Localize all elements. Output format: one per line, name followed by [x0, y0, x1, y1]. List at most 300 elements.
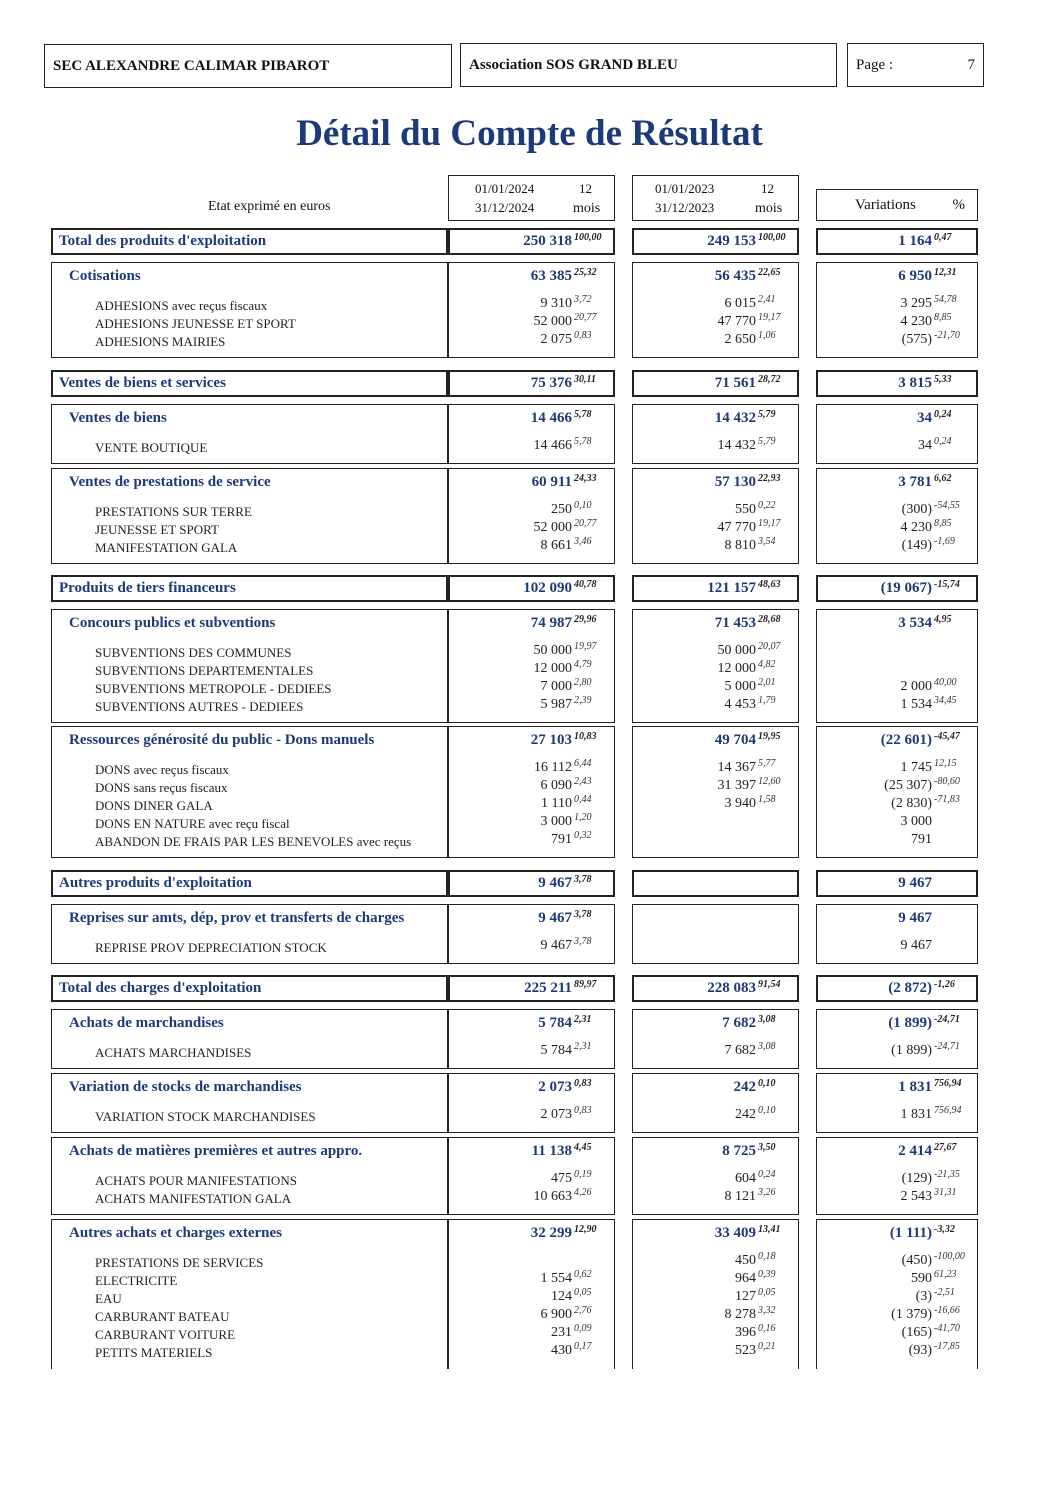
row-label: ADHESIONS JEUNESSE ET SPORT	[95, 316, 296, 331]
section-group	[0, 468, 1059, 564]
unit-note: Etat exprimé en euros	[208, 199, 331, 214]
section-value-3: 9 467	[898, 910, 932, 926]
section-percent-1: 4,45	[574, 1142, 592, 1153]
row-value-2: 7 682	[724, 1043, 756, 1058]
row-value-2: 127	[735, 1289, 756, 1304]
row-label: DONS sans reçus fiscaux	[95, 780, 228, 795]
row-value-1: 250	[551, 502, 572, 517]
page-label: Page :	[856, 56, 894, 73]
section-label: Cotisations	[69, 268, 141, 284]
section-percent-2: 100,00	[758, 232, 786, 243]
row-percent-3: -24,71	[934, 1041, 960, 1052]
section-total	[0, 975, 1059, 1002]
section-percent-1: 2,31	[574, 1014, 592, 1025]
row-percent-1: 2,39	[574, 695, 592, 706]
row-percent-2: 0,24	[758, 1169, 776, 1180]
row-percent-2: 5,77	[758, 758, 776, 769]
row-percent-3: -41,70	[934, 1323, 960, 1334]
row-percent-2: 1,79	[758, 695, 776, 706]
row-value-3: (129)	[901, 1171, 932, 1186]
row-percent-1: 3,46	[574, 536, 592, 547]
section-group	[0, 609, 1059, 723]
row-value-2: 396	[735, 1325, 756, 1340]
section-value-1: 75 376	[530, 375, 572, 391]
section-value-2: 57 130	[714, 474, 756, 490]
section-value-1: 9 467	[538, 910, 572, 926]
row-percent-2: 3,26	[758, 1187, 776, 1198]
section-percent-2: 3,08	[758, 1014, 776, 1025]
row-percent-2: 4,82	[758, 659, 776, 670]
row-value-3: 1 745	[900, 760, 932, 775]
row-percent-1: 3,72	[574, 294, 592, 305]
row-value-2: 550	[735, 502, 756, 517]
row-value-1: 50 000	[533, 643, 572, 658]
row-percent-3: 756,94	[934, 1105, 962, 1116]
row-label: ABANDON DE FRAIS PAR LES BENEVOLES avec reçus	[95, 834, 412, 849]
row-percent-1: 6,44	[574, 758, 592, 769]
section-label: Achats de marchandises	[69, 1015, 224, 1031]
row-value-1: 12 000	[533, 661, 572, 676]
section-label: Concours publics et subventions	[69, 615, 276, 631]
section-group	[0, 1219, 1059, 1369]
section-percent-3: -15,74	[934, 579, 960, 590]
row-percent-2: 1,58	[758, 794, 776, 805]
row-percent-3: 40,00	[934, 677, 957, 688]
value-column-box-2	[632, 870, 799, 897]
section-value-2: 14 432	[714, 410, 756, 426]
section-percent-2: 28,72	[758, 374, 781, 385]
section-value-1: 9 467	[538, 875, 572, 891]
period2-mois: mois	[755, 201, 783, 216]
row-value-2: 31 397	[717, 778, 756, 793]
row-label: PETITS MATERIELS	[95, 1345, 213, 1360]
row-label: VARIATION STOCK MARCHANDISES	[95, 1109, 316, 1124]
section-value-3: (22 601)	[880, 732, 932, 748]
row-percent-3: -2,51	[934, 1287, 955, 1298]
section-value-3: (19 067)	[880, 580, 932, 596]
row-label: CARBURANT VOITURE	[95, 1327, 236, 1342]
row-percent-2: 19,17	[758, 312, 781, 323]
row-percent-3: -16,66	[934, 1305, 960, 1316]
section-percent-1: 12,90	[574, 1224, 597, 1235]
section-label: Autres produits d'exploitation	[59, 875, 252, 891]
row-value-1: 791	[551, 832, 572, 847]
row-value-1: 430	[551, 1343, 572, 1358]
row-percent-2: 12,60	[758, 776, 781, 787]
section-percent-3: -1,26	[934, 979, 955, 990]
section-label: Autres achats et charges externes	[69, 1225, 282, 1241]
row-percent-1: 4,26	[574, 1187, 592, 1198]
value-column-box-3	[816, 370, 978, 397]
row-label: ADHESIONS MAIRIES	[95, 334, 226, 349]
period1-months: 12	[579, 181, 592, 196]
section-group	[0, 404, 1059, 464]
section-percent-1: 30,11	[574, 374, 596, 385]
row-value-1: 1 110	[541, 796, 572, 811]
section-value-3: 3 781	[898, 474, 932, 490]
row-percent-2: 2,41	[758, 294, 776, 305]
row-percent-1: 0,05	[574, 1287, 592, 1298]
section-label: Ressources générosité du public - Dons manuels	[69, 732, 375, 748]
row-percent-1: 20,77	[574, 312, 597, 323]
row-value-1: 124	[551, 1289, 572, 1304]
section-percent-1: 100,00	[574, 232, 602, 243]
row-label: SUBVENTIONS DEPARTEMENTALES	[95, 663, 314, 678]
row-value-1: 16 112	[534, 760, 572, 775]
section-percent-2: 5,79	[758, 409, 776, 420]
row-value-1: 10 663	[533, 1189, 572, 1204]
section-percent-2: 91,54	[758, 979, 781, 990]
section-percent-3: 0,47	[934, 232, 952, 243]
row-value-3: 34	[918, 438, 932, 453]
row-percent-3: 54,78	[934, 294, 957, 305]
row-label: DONS EN NATURE avec reçu fiscal	[95, 816, 290, 831]
row-label: VENTE BOUTIQUE	[95, 440, 208, 455]
row-percent-1: 0,10	[574, 500, 592, 511]
row-value-1: 6 090	[540, 778, 572, 793]
row-percent-3: -54,55	[934, 500, 960, 511]
row-percent-3: 8,85	[934, 518, 952, 529]
period2-months: 12	[761, 181, 774, 196]
section-label: Achats de matières premières et autres appro.	[69, 1143, 363, 1159]
section-value-1: 102 090	[523, 580, 572, 596]
row-value-3: 2 543	[900, 1189, 932, 1204]
period1-start: 01/01/2024	[475, 181, 535, 196]
section-label: Ventes de biens et services	[59, 375, 226, 391]
section-label: Ventes de prestations de service	[69, 474, 271, 490]
period2-header	[632, 175, 799, 221]
section-percent-1: 25,32	[574, 267, 597, 278]
page-title: Détail du Compte de Résultat	[296, 113, 763, 154]
value-column-box-2	[632, 904, 799, 964]
section-label: Produits de tiers financeurs	[59, 580, 236, 596]
section-percent-2: 22,65	[758, 267, 781, 278]
row-value-1: 7 000	[540, 679, 572, 694]
section-value-2: 7 682	[722, 1015, 756, 1031]
row-value-2: 14 367	[717, 760, 756, 775]
row-percent-1: 20,77	[574, 518, 597, 529]
row-percent-1: 2,43	[574, 776, 592, 787]
period1-end: 31/12/2024	[475, 200, 535, 215]
section-value-1: 32 299	[530, 1225, 572, 1241]
section-label: Total des charges d'exploitation	[59, 980, 262, 996]
section-value-3: (2 872)	[888, 980, 932, 996]
row-percent-2: 5,79	[758, 436, 776, 447]
row-value-2: 964	[735, 1271, 756, 1286]
section-percent-1: 10,83	[574, 731, 597, 742]
section-label: Reprises sur amts, dép, prov et transferts de charges	[69, 910, 405, 926]
section-percent-2: 22,93	[758, 473, 781, 484]
value-column-box-3	[816, 904, 978, 964]
section-percent-3: -24,71	[934, 1014, 960, 1025]
row-percent-3: -1,69	[934, 536, 955, 547]
period2-end: 31/12/2023	[655, 200, 715, 215]
section-label: Total des produits d'exploitation	[59, 233, 267, 249]
row-percent-2: 0,10	[758, 1105, 776, 1116]
row-value-3: (3)	[915, 1289, 932, 1304]
section-value-3: 3 534	[898, 615, 932, 631]
row-value-3: 2 000	[900, 679, 932, 694]
row-value-3: (2 830)	[891, 796, 932, 811]
row-label: REPRISE PROV DEPRECIATION STOCK	[95, 940, 327, 955]
row-percent-2: 3,54	[758, 536, 776, 547]
section-total	[0, 870, 1059, 897]
row-percent-1: 0,17	[574, 1341, 592, 1352]
section-value-2: 121 157	[707, 580, 756, 596]
row-value-2: 14 432	[717, 438, 756, 453]
row-percent-1: 2,31	[574, 1041, 592, 1052]
row-percent-2: 19,17	[758, 518, 781, 529]
section-label: Variation de stocks de marchandises	[69, 1079, 302, 1095]
row-percent-3: 31,31	[934, 1187, 957, 1198]
row-percent-1: 4,79	[574, 659, 592, 670]
section-group	[0, 904, 1059, 964]
section-percent-3: 0,24	[934, 409, 952, 420]
row-value-2: 47 770	[717, 314, 756, 329]
row-value-1: 9 310	[540, 296, 572, 311]
section-value-1: 250 318	[523, 233, 572, 249]
row-label: SUBVENTIONS DES COMMUNES	[95, 645, 292, 660]
row-value-3: (1 899)	[891, 1043, 932, 1058]
client-box	[460, 43, 837, 87]
row-value-2: 8 810	[724, 538, 756, 553]
client-name: Association SOS GRAND BLEU	[469, 56, 678, 73]
row-value-1: 9 467	[540, 938, 572, 953]
firm-box	[44, 44, 452, 88]
row-percent-2: 3,32	[758, 1305, 776, 1316]
section-value-3: 1 831	[898, 1079, 932, 1095]
row-percent-3: 61,23	[934, 1269, 957, 1280]
row-value-2: 8 278	[724, 1307, 756, 1322]
row-label: PRESTATIONS SUR TERRE	[95, 504, 252, 519]
row-value-1: 14 466	[533, 438, 572, 453]
row-value-2: 604	[735, 1171, 756, 1186]
row-value-3: (575)	[901, 332, 932, 347]
row-percent-3: 34,45	[934, 695, 957, 706]
row-value-2: 8 121	[724, 1189, 756, 1204]
section-value-1: 225 211	[524, 980, 572, 996]
section-percent-2: 19,95	[758, 731, 781, 742]
section-value-1: 14 466	[530, 410, 572, 426]
row-label: DONS DINER GALA	[95, 798, 213, 813]
row-percent-2: 0,22	[758, 500, 776, 511]
section-percent-1: 5,78	[574, 409, 592, 420]
variations-header	[816, 189, 978, 221]
section-percent-2: 28,68	[758, 614, 781, 625]
row-value-1: 3 000	[540, 814, 572, 829]
value-column-box-3	[816, 870, 978, 897]
row-percent-2: 3,08	[758, 1041, 776, 1052]
section-group	[0, 1009, 1059, 1069]
row-percent-3: -17,85	[934, 1341, 960, 1352]
row-percent-1: 0,19	[574, 1169, 592, 1180]
row-value-1: 231	[551, 1325, 572, 1340]
row-value-1: 52 000	[533, 520, 572, 535]
section-value-2: 56 435	[714, 268, 756, 284]
row-percent-1: 0,62	[574, 1269, 592, 1280]
row-value-3: 1 831	[900, 1107, 932, 1122]
section-value-1: 2 073	[538, 1079, 572, 1095]
row-value-3: (165)	[901, 1325, 932, 1340]
section-value-2: 71 453	[714, 615, 756, 631]
section-percent-3: 4,95	[934, 614, 952, 625]
row-value-3: 3 295	[900, 296, 932, 311]
value-column-box-3	[816, 468, 978, 564]
section-value-1: 5 784	[538, 1015, 572, 1031]
row-value-3: 3 000	[900, 814, 932, 829]
section-value-3: (1 111)	[889, 1225, 932, 1241]
row-percent-1: 1,20	[574, 812, 592, 823]
row-value-2: 523	[735, 1343, 756, 1358]
section-percent-1: 0,83	[574, 1078, 592, 1089]
row-label: ELECTRICITE	[95, 1273, 178, 1288]
row-value-2: 5 000	[724, 679, 756, 694]
value-column-box-3	[816, 404, 978, 464]
row-percent-1: 5,78	[574, 436, 592, 447]
section-percent-1: 40,78	[574, 579, 597, 590]
row-label: CARBURANT BATEAU	[95, 1309, 230, 1324]
row-label: DONS avec reçus fiscaux	[95, 762, 229, 777]
section-percent-3: -45,47	[934, 731, 960, 742]
section-total	[0, 370, 1059, 397]
section-total	[0, 228, 1059, 255]
section-value-2: 8 725	[722, 1143, 756, 1159]
row-value-3: (149)	[901, 538, 932, 553]
section-percent-2: 48,63	[758, 579, 781, 590]
row-value-3: 9 467	[900, 938, 932, 953]
section-value-3: (1 899)	[888, 1015, 932, 1031]
section-percent-1: 3,78	[574, 874, 592, 885]
row-value-2: 6 015	[724, 296, 756, 311]
percent-label: %	[952, 196, 965, 213]
row-label: SUBVENTIONS METROPOLE - DEDIEES	[95, 681, 332, 696]
section-group	[0, 1137, 1059, 1215]
row-percent-2: 20,07	[758, 641, 781, 652]
row-value-2: 450	[735, 1253, 756, 1268]
section-percent-1: 3,78	[574, 909, 592, 920]
row-value-3: 791	[911, 832, 932, 847]
row-label: EAU	[95, 1291, 122, 1306]
section-percent-3: 5,33	[934, 374, 952, 385]
row-percent-2: 0,05	[758, 1287, 776, 1298]
row-percent-3: -21,35	[934, 1169, 960, 1180]
row-percent-3: -100,00	[934, 1251, 965, 1262]
row-value-1: 5 987	[540, 697, 572, 712]
row-percent-1: 0,83	[574, 1105, 592, 1116]
section-value-2: 228 083	[707, 980, 756, 996]
row-percent-1: 0,09	[574, 1323, 592, 1334]
row-percent-1: 3,78	[574, 936, 592, 947]
row-label: ACHATS MARCHANDISES	[95, 1045, 252, 1060]
section-percent-1: 89,97	[574, 979, 597, 990]
page-box	[847, 43, 984, 87]
firm-name: SEC ALEXANDRE CALIMAR PIBAROT	[53, 57, 330, 74]
row-value-2: 50 000	[717, 643, 756, 658]
row-value-2: 47 770	[717, 520, 756, 535]
section-group	[0, 1073, 1059, 1133]
section-value-1: 63 385	[530, 268, 572, 284]
row-percent-1: 2,80	[574, 677, 592, 688]
row-percent-3: 12,15	[934, 758, 957, 769]
section-value-3: 6 950	[898, 268, 932, 284]
section-value-2: 242	[733, 1079, 756, 1095]
row-value-3: (93)	[908, 1343, 932, 1358]
section-percent-2: 13,41	[758, 1224, 781, 1235]
row-label: MANIFESTATION GALA	[95, 540, 238, 555]
row-percent-2: 1,06	[758, 330, 776, 341]
section-value-1: 74 987	[530, 615, 572, 631]
section-percent-3: 6,62	[934, 473, 952, 484]
row-value-1: 5 784	[540, 1043, 572, 1058]
value-column-box-3	[816, 228, 978, 255]
section-percent-3: 27,67	[934, 1142, 957, 1153]
row-label: SUBVENTIONS AUTRES - DEDIEES	[95, 699, 304, 714]
section-value-2: 249 153	[707, 233, 756, 249]
section-value-3: 9 467	[898, 875, 932, 891]
row-percent-3: 0,24	[934, 436, 952, 447]
row-value-1: 475	[551, 1171, 572, 1186]
period1-header	[448, 175, 615, 221]
section-percent-3: 756,94	[934, 1078, 962, 1089]
section-percent-2: 3,50	[758, 1142, 776, 1153]
row-value-2: 242	[735, 1107, 756, 1122]
row-value-3: 1 534	[900, 697, 932, 712]
row-value-1: 1 554	[540, 1271, 572, 1286]
section-value-1: 27 103	[530, 732, 572, 748]
section-group	[0, 726, 1059, 858]
row-label: ACHATS POUR MANIFESTATIONS	[95, 1173, 297, 1188]
row-value-1: 8 661	[540, 538, 572, 553]
section-value-1: 11 138	[531, 1143, 572, 1159]
section-value-3: 2 414	[898, 1143, 932, 1159]
row-value-1: 2 075	[540, 332, 572, 347]
section-percent-1: 24,33	[574, 473, 597, 484]
section-value-2: 71 561	[714, 375, 756, 391]
row-percent-1: 0,32	[574, 830, 592, 841]
row-percent-2: 0,39	[758, 1269, 776, 1280]
row-value-2: 3 940	[724, 796, 756, 811]
row-label: JEUNESSE ET SPORT	[95, 522, 219, 537]
row-percent-1: 2,76	[574, 1305, 592, 1316]
section-label: Ventes de biens	[69, 410, 167, 426]
row-value-1: 52 000	[533, 314, 572, 329]
section-percent-3: 12,31	[934, 267, 957, 278]
row-percent-1: 19,97	[574, 641, 597, 652]
row-percent-3: -21,70	[934, 330, 960, 341]
row-value-3: (25 307)	[884, 778, 932, 793]
section-percent-1: 29,96	[574, 614, 597, 625]
row-percent-3: -71,83	[934, 794, 960, 805]
row-percent-3: 8,85	[934, 312, 952, 323]
row-value-1: 2 073	[540, 1107, 572, 1122]
section-value-3: 3 815	[898, 375, 932, 391]
row-value-2: 4 453	[724, 697, 756, 712]
section-percent-3: -3,32	[934, 1224, 955, 1235]
variations-label: Variations	[855, 196, 916, 213]
section-total	[0, 575, 1059, 602]
row-value-1: 6 900	[540, 1307, 572, 1322]
row-value-3: 4 230	[900, 520, 932, 535]
row-percent-2: 0,21	[758, 1341, 776, 1352]
section-value-2: 33 409	[714, 1225, 756, 1241]
section-value-3: 1 164	[898, 233, 932, 249]
row-percent-1: 0,83	[574, 330, 592, 341]
row-percent-1: 0,44	[574, 794, 592, 805]
row-value-2: 12 000	[717, 661, 756, 676]
section-value-3: 34	[917, 410, 932, 426]
row-label: PRESTATIONS DE SERVICES	[95, 1255, 264, 1270]
row-percent-2: 0,18	[758, 1251, 776, 1262]
